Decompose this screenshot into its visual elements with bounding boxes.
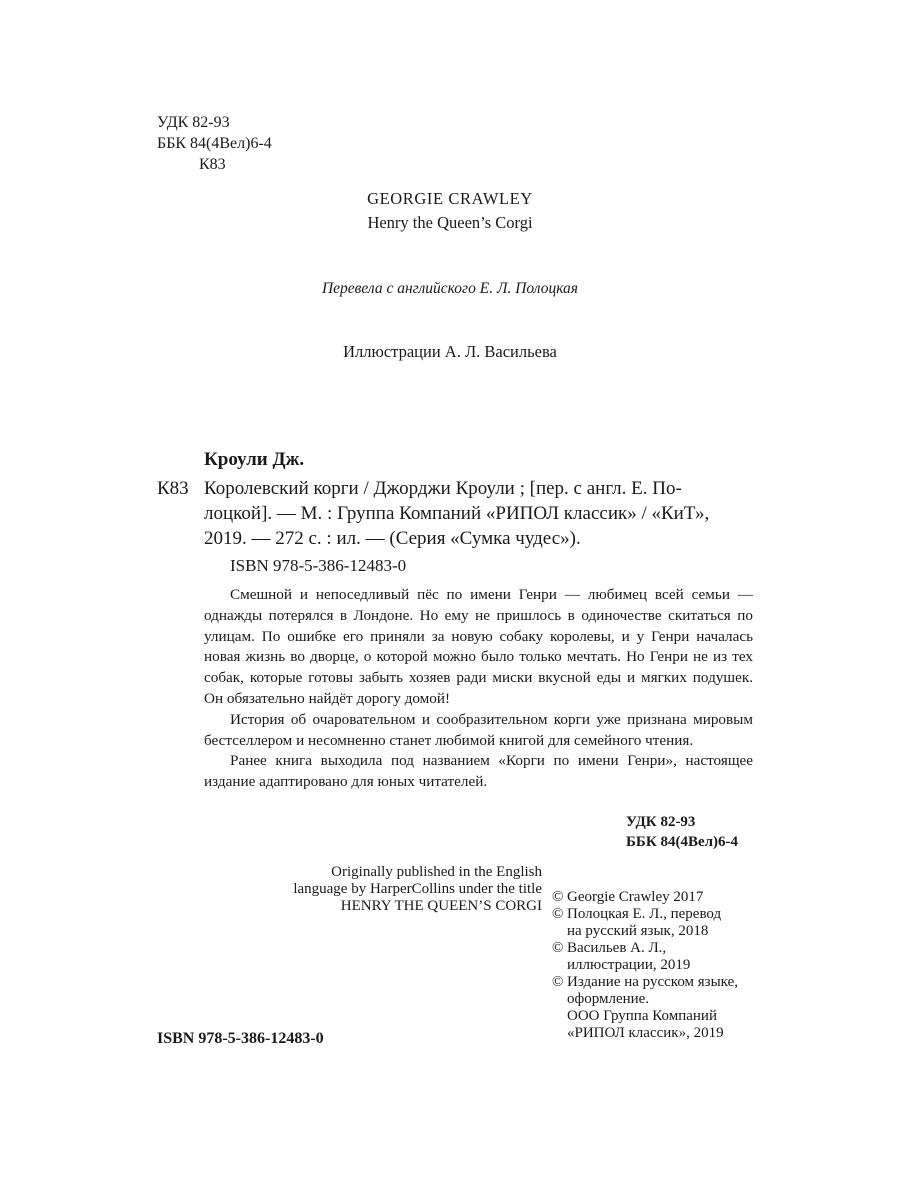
bibliographic-line: Королевский корги / Джорджи Кроули ; [пер. с англ. Е. По- <box>204 478 682 499</box>
original-title: Henry the Queen’s Corgi <box>367 213 533 232</box>
illustrator-credit: Иллюстрации А. Л. Васильева <box>343 342 557 361</box>
bbk-code: ББК 84(4Вел)6-4 <box>626 834 739 850</box>
original-publication-line: HENRY THE QUEEN’S CORGI <box>340 898 542 914</box>
copyright-text: Полоцкая Е. Л., перевод <box>567 906 722 922</box>
copyright-text: иллюстрации, 2019 <box>567 957 691 973</box>
copyright-icon: © <box>552 974 564 990</box>
copyright-text: «РИПОЛ классик», 2019 <box>567 1025 724 1041</box>
classification-block-top <box>157 112 272 175</box>
copyright-text: Васильев А. Л., <box>567 940 667 956</box>
annotation-paragraph: История об очаровательном и сообразительном корги уже признана мировым бестселлером и несомненно станет любимой книгой для семейного чтения. <box>204 710 753 749</box>
classification-block-bottom <box>626 812 738 852</box>
annotation-paragraph: Смешной и непоседливый пёс по имени Генри — любимец всей семьи — однажды потерялся в Лондоне. Но ему не пришлось в одиночестве скитаться по улицам. По ошибке его приняли за новую собаку королевы, и у Генри началась новая жизнь во дворце, о которой можно было только мечтать. Но Генри не из тех собак, которые готовы забыть хозяев ради миски вкусной еды и мягких подушек. Он обязательно найдёт дорогу домой! <box>204 586 753 707</box>
udk-code: УДК 82-93 <box>157 114 230 131</box>
copyright-block <box>552 889 738 1042</box>
original-publication-line: language by HarperCollins under the title <box>293 881 542 897</box>
bibliographic-author-mark: К83 <box>157 478 189 499</box>
copyright-icon: © <box>552 906 564 922</box>
bibliographic-line: лоцкой]. — М. : Группа Компаний «РИПОЛ классик» / «КиТ», <box>204 503 710 524</box>
copyright-text: на русский язык, 2018 <box>567 923 709 939</box>
copyright-entry <box>552 974 738 991</box>
original-author: GEORGIE CRAWLEY <box>367 189 533 208</box>
copyright-text: Издание на русском языке, <box>567 974 738 990</box>
original-publication-line: Originally published in the English <box>331 864 542 880</box>
udk-code: УДК 82-93 <box>626 814 696 830</box>
author-mark: К83 <box>199 156 226 173</box>
isbn-bottom: ISBN 978-5-386-12483-0 <box>157 1030 324 1047</box>
bibliographic-description <box>204 476 753 551</box>
copyright-entry <box>552 889 738 906</box>
annotation-paragraph: Ранее книга выходила под названием «Корги по имени Генри», настоящее издание адаптировано для юных читателей. <box>204 752 753 791</box>
copyright-icon: © <box>552 889 564 905</box>
copyright-entry <box>552 906 738 923</box>
translator-credit: Перевела с английского Е. Л. Полоцкая <box>321 280 579 297</box>
bibliographic-line: 2019. — 272 с. : ил. — (Серия «Сумка чудес»). <box>204 528 581 549</box>
original-publication-note <box>240 864 542 915</box>
copyright-entry <box>552 940 738 957</box>
copyright-text: оформление. <box>567 991 650 1007</box>
bbk-code: ББК 84(4Вел)6-4 <box>157 135 272 152</box>
copyright-text: ООО Группа Компаний <box>567 1008 717 1024</box>
annotation <box>204 585 753 793</box>
isbn: ISBN 978-5-386-12483-0 <box>230 556 407 575</box>
copyright-text: Georgie Crawley 2017 <box>567 889 704 905</box>
bibliographic-author-heading: Кроули Дж. <box>204 449 305 470</box>
copyright-icon: © <box>552 940 564 956</box>
